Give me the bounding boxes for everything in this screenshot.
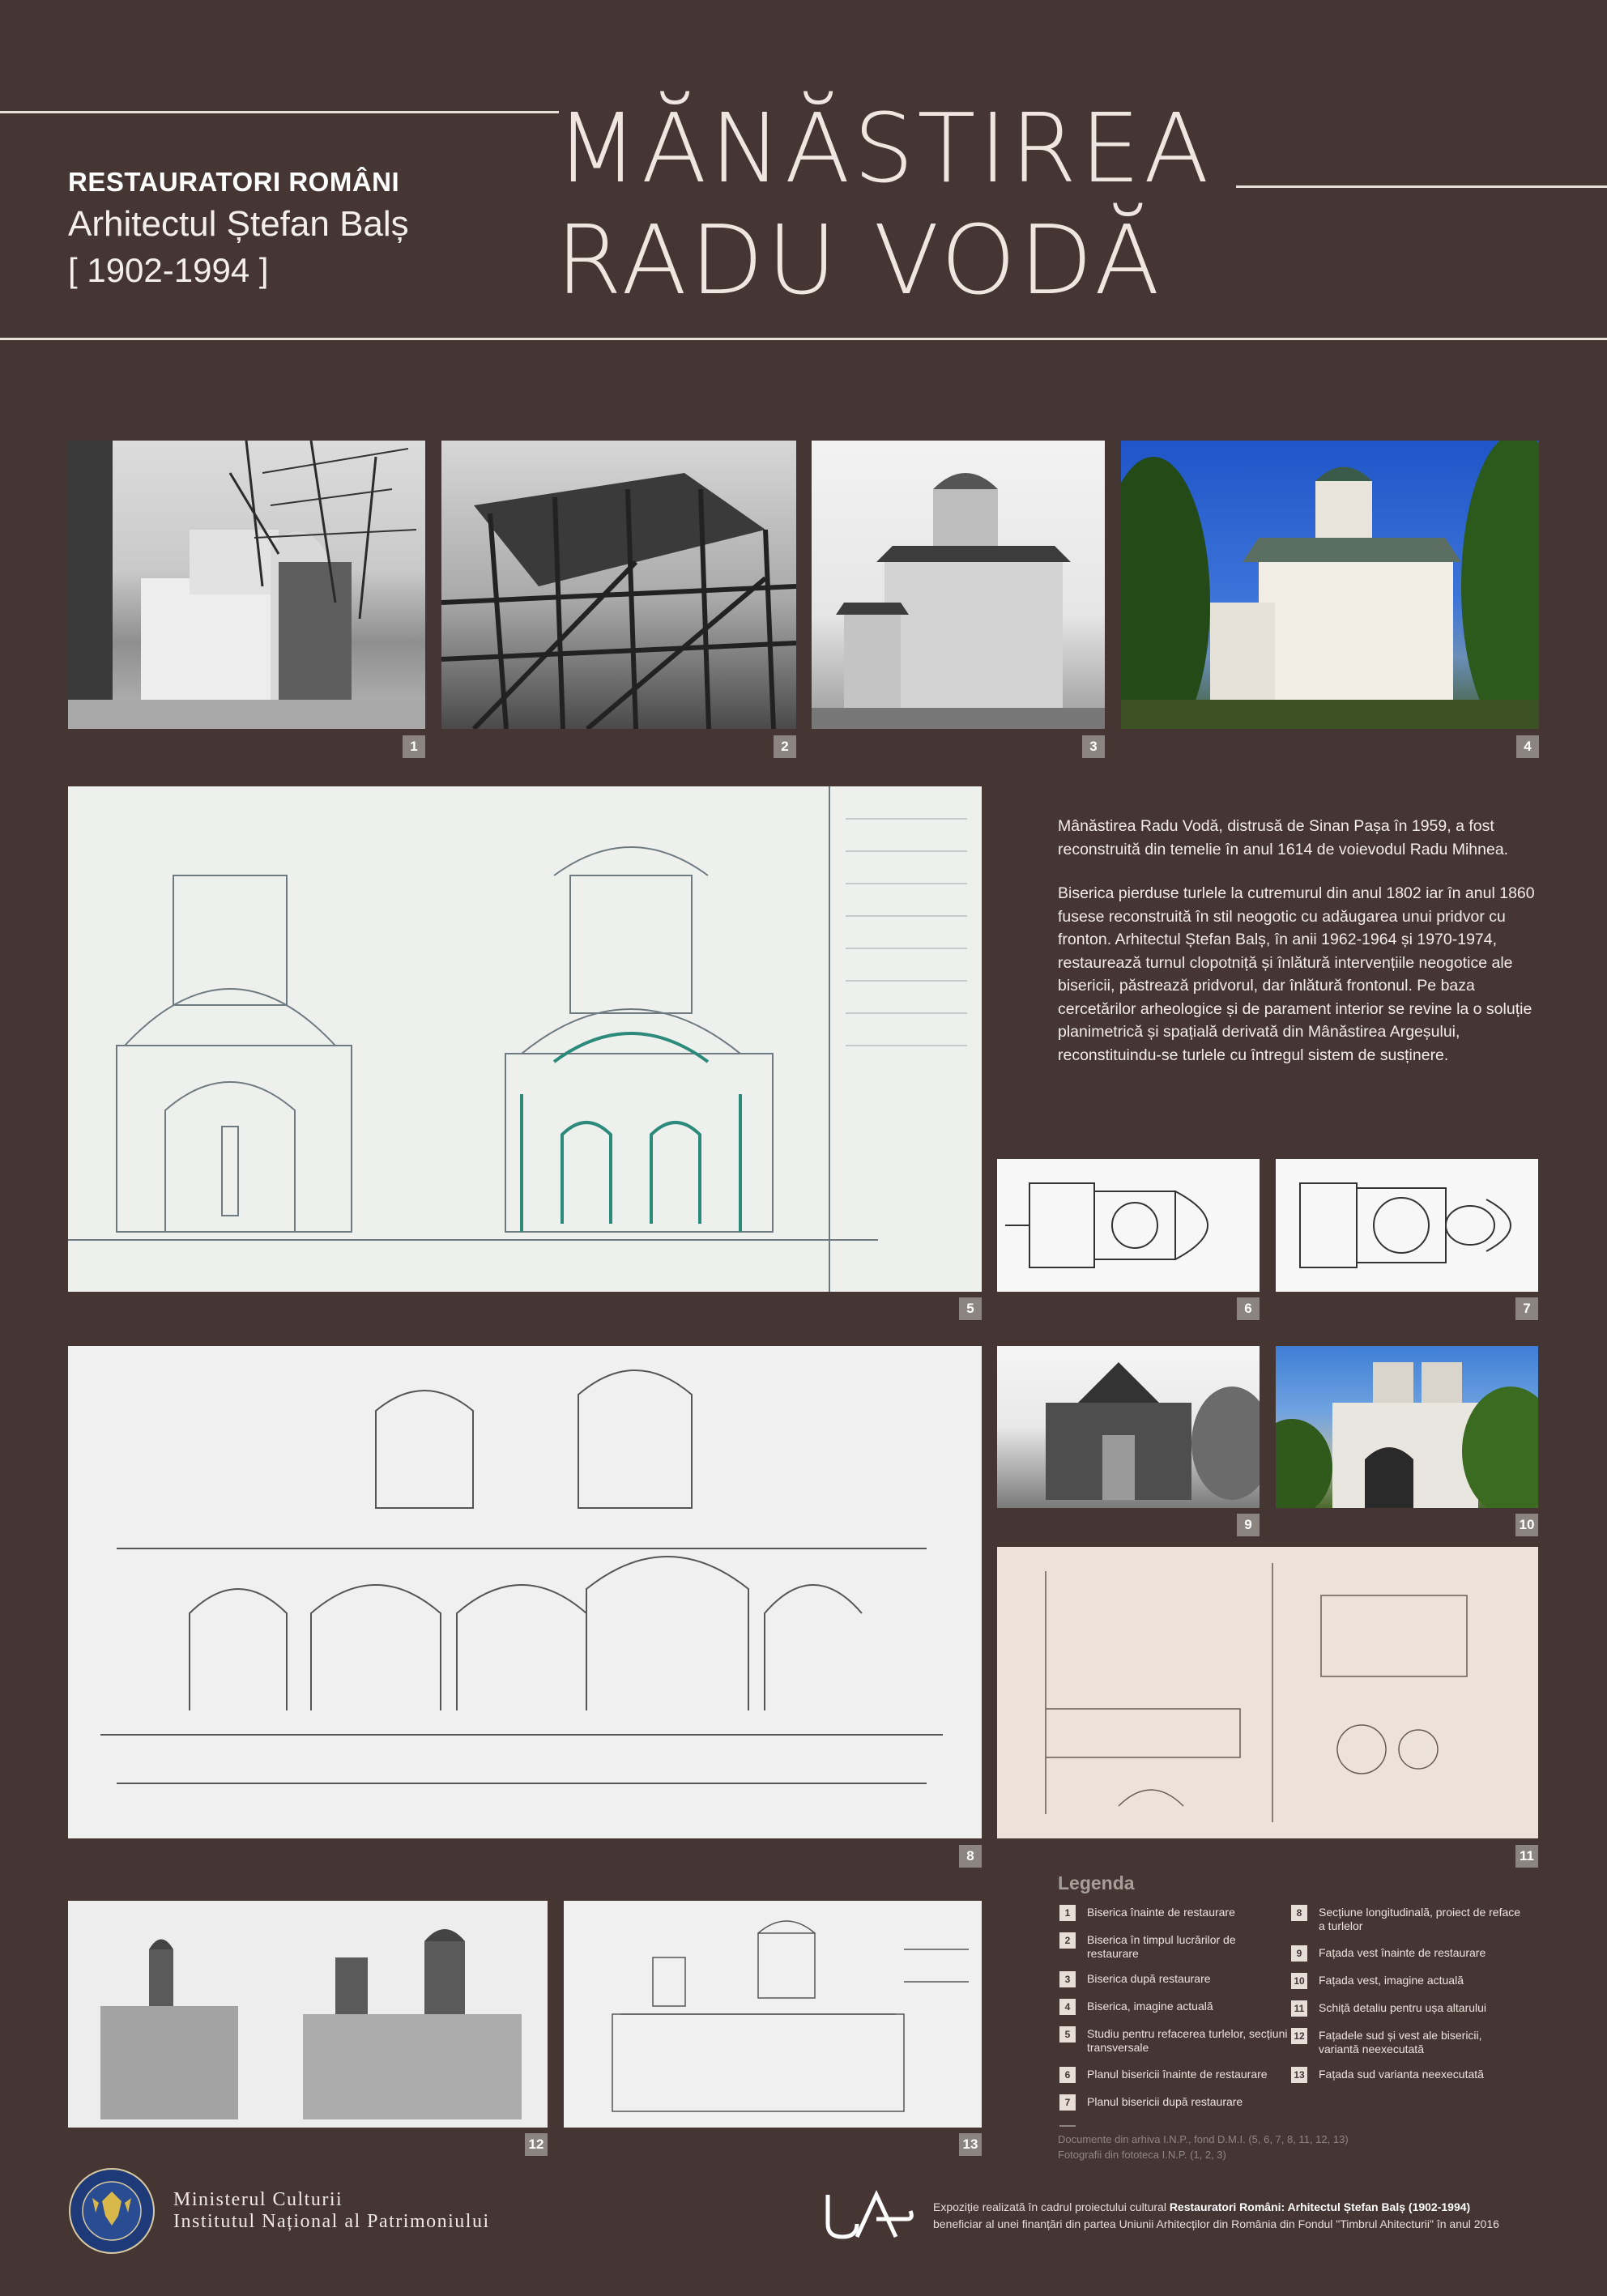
ministry-name (173, 2189, 490, 2233)
legend-text: Biserica, imagine actuală (1087, 2000, 1213, 2013)
legend-number: 7 (1059, 2094, 1076, 2111)
legend-number: 6 (1059, 2067, 1076, 2083)
page-title-line1: MĂNĂSTIREA (556, 92, 1213, 204)
legend-text: Fațadele sud și vest ale bisericii, variantă neexecutată (1319, 2029, 1482, 2055)
figure-number-4: 4 (1516, 735, 1539, 758)
sources-line-documents: Documente din arhiva I.N.P., fond D.M.I. (5, 6, 7, 8, 11, 12, 13) (1058, 2133, 1349, 2145)
legend-number: 13 (1291, 2067, 1307, 2083)
figure-number-9: 9 (1237, 1514, 1260, 1536)
figure-number-12: 12 (525, 2133, 548, 2156)
legend-number: 3 (1059, 1971, 1076, 1987)
figure-number-13: 13 (959, 2133, 982, 2156)
credit-prefix: Expoziție realizată în cadrul proiectului cultural (933, 2200, 1170, 2213)
inp-logo (68, 2167, 156, 2255)
legend-text: Biserica înainte de restaurare (1087, 1906, 1235, 1919)
photo-1-church-before-restoration (68, 441, 425, 729)
uar-logo (823, 2187, 917, 2243)
legend-number: 1 (1059, 1905, 1076, 1921)
series-title: RESTAURATORI ROMÂNI (68, 167, 400, 197)
drawing-11-altar-door-detail (997, 1547, 1538, 1838)
legend-number: 8 (1291, 1905, 1307, 1921)
sources-divider (1059, 2125, 1076, 2127)
legend-number: 4 (1059, 1999, 1076, 2015)
legend-text: Planul bisericii după restaurare (1087, 2095, 1243, 2108)
sources-line-photos: Fotografii din fototeca I.N.P. (1, 2, 3) (1058, 2149, 1226, 2161)
ministry-line-1: Ministerul Culturii (173, 2189, 343, 2210)
legend-number: 11 (1291, 2000, 1307, 2017)
description-paragraph-2: Biserica pierduse turlele la cutremurul din anul 1802 iar în anul 1860 fusese reconstruită în stil neogotic cu adăugarea unui pridvor cu fronton. Arhitectul Ștefan Balș, în anii 1962-1964 și 1970-1974, restaurează turnul clopotniță și înlătură intervențiile neogotice ale bisericii, păstrează pridvorul, dar înlătură frontonul. Pe baza cercetărilor arheologice și de parament interior se revine la o soluție planimetrică și spațială derivată din Mânăstirea Argeșului, reconstituindu-se turlele cu întregul sistem de susținere. (1058, 884, 1535, 1064)
legend-text: Biserica după restaurare (1087, 1972, 1211, 1985)
legend-number: 5 (1059, 2026, 1076, 2043)
figure-number-1: 1 (403, 735, 425, 758)
legend-text: Studiu pentru refacerea turlelor, secțiuni transversale (1087, 2027, 1288, 2054)
photo-10-west-facade-current (1276, 1346, 1538, 1508)
architect-years: [ 1902-1994 ] (68, 251, 269, 289)
credit-project-name: Restauratori Români: Arhitectul Ștefan Balș (1902-1994) (1169, 2200, 1471, 2213)
ministry-line-2: Institutul Național al Patrimoniului (173, 2211, 490, 2232)
drawing-5-transversal-sections (68, 786, 982, 1292)
description-text (1058, 815, 1544, 1088)
photo-3-church-after-restoration (812, 441, 1105, 729)
header-rule-bottom (0, 338, 1607, 340)
page-title-line2: RADU VODĂ (556, 204, 1163, 316)
legend-text: Secțiune longitudinală, proiect de reface a turlelor (1319, 1906, 1521, 1932)
figure-number-6: 6 (1237, 1297, 1260, 1320)
legend-text: Biserica în timpul lucrărilor de restaurare (1087, 1933, 1236, 1960)
figure-number-11: 11 (1515, 1845, 1538, 1868)
credit-line-2: beneficiar al unei finanțări din partea Uniunii Arhitecților din România din Fondul "Timbrul Ahitecturii" în anul 2016 (933, 2217, 1499, 2230)
figure-number-3: 3 (1082, 735, 1105, 758)
project-credit (933, 2199, 1549, 2233)
plan-6-before-restoration (997, 1159, 1260, 1292)
header-rule-title (1236, 185, 1607, 188)
legend-number: 9 (1291, 1945, 1307, 1962)
header-rule-top (0, 111, 559, 113)
legend-number: 2 (1059, 1932, 1076, 1949)
photo-9-west-facade-before (997, 1346, 1260, 1508)
legend-title: Legenda (1058, 1872, 1135, 1893)
legend-number: 12 (1291, 2028, 1307, 2044)
legend-text: Fațada vest înainte de restaurare (1319, 1946, 1486, 1959)
legend-text: Schiță detaliu pentru ușa altarului (1319, 2001, 1487, 2014)
architect-name: Arhitectul Ștefan Balș (68, 204, 409, 244)
figure-number-2: 2 (774, 735, 796, 758)
plan-7-after-restoration (1276, 1159, 1538, 1292)
figure-number-10: 10 (1515, 1514, 1538, 1536)
photo-2-church-during-works (441, 441, 796, 729)
photo-4-church-current (1121, 441, 1539, 729)
drawing-8-longitudinal-section (68, 1346, 982, 1838)
drawing-12-south-west-facades (68, 1901, 548, 2128)
credit-line-1 (933, 2199, 1549, 2216)
legend-number: 10 (1291, 1973, 1307, 1989)
legend-text: Planul bisericii înainte de restaurare (1087, 2068, 1268, 2081)
legend-text: Fațada sud varianta neexecutată (1319, 2068, 1484, 2081)
drawing-13-south-facade (564, 1901, 982, 2128)
figure-number-5: 5 (959, 1297, 982, 1320)
description-paragraph-1: Mânăstirea Radu Vodă, distrusă de Sinan Pașa în 1959, a fost reconstruită din temelie în anul 1614 de voievodul Radu Mihnea. (1058, 817, 1509, 858)
figure-number-7: 7 (1515, 1297, 1538, 1320)
legend-text: Fațada vest, imagine actuală (1319, 1974, 1464, 1987)
sources-note (1058, 2132, 1349, 2162)
figure-number-8: 8 (959, 1845, 982, 1868)
